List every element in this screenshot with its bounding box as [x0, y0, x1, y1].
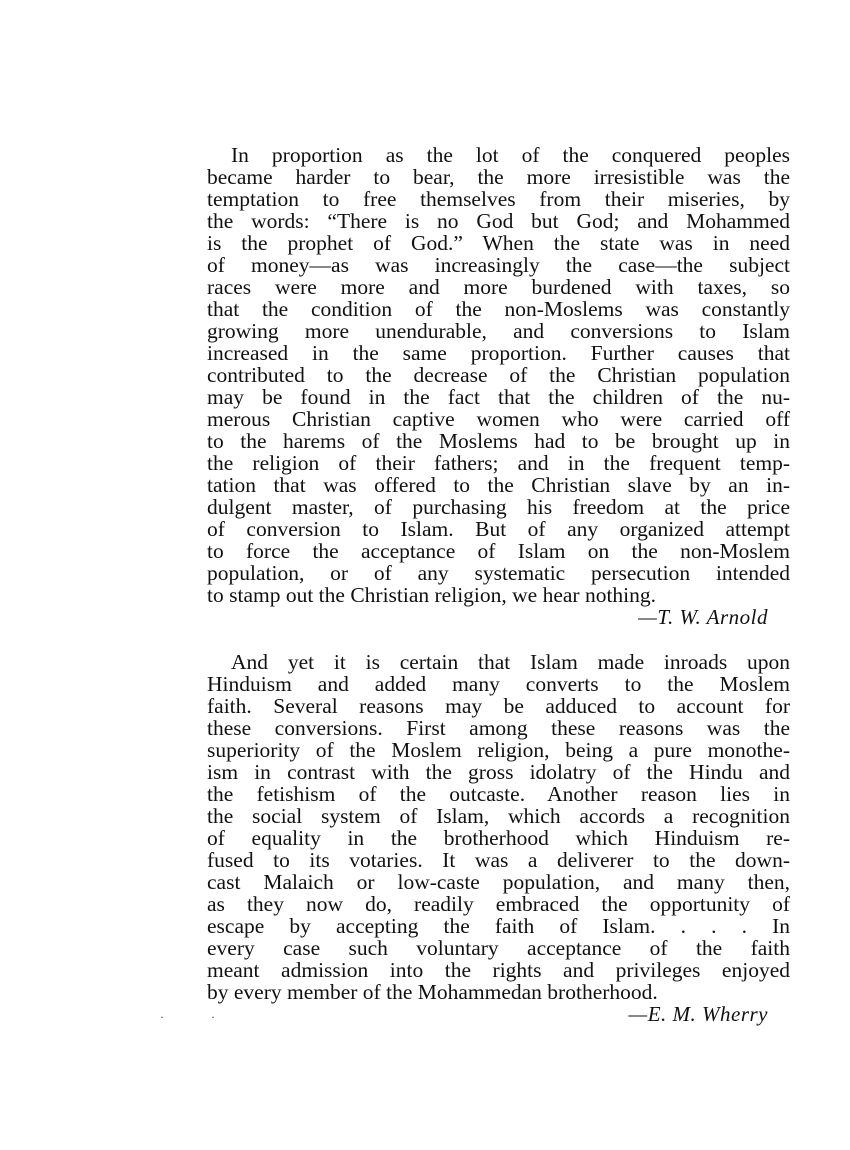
- passage-line: growing more unendurable, and conversions to Islam: [207, 319, 790, 343]
- passage-line: is the prophet of God.” When the state was in need: [207, 231, 790, 255]
- attribution-arnold: —T. W. Arnold: [638, 605, 768, 629]
- passage-line: meant admission into the rights and privileges enjoyed: [207, 958, 790, 982]
- passage-line: cast Malaich or low-caste population, and many then,: [207, 870, 790, 894]
- passage-wherry: [207, 651, 790, 1025]
- passage-line: dulgent master, of purchasing his freedom at the price: [207, 495, 790, 519]
- passage-line: to force the acceptance of Islam on the non-Moslem: [207, 539, 790, 563]
- passage-line: escape by accepting the faith of Islam. . . . In: [207, 914, 790, 938]
- passage-line: to the harems of the Moslems had to be brought up in: [207, 429, 790, 453]
- scan-specks: · ·: [160, 1010, 237, 1024]
- passage-line: And yet it is certain that Islam made inroads upon: [231, 650, 790, 674]
- passage-line: of conversion to Islam. But of any organized attempt: [207, 517, 790, 541]
- passage-arnold: [207, 144, 790, 628]
- passage-line: the words: “There is no God but God; and Mohammed: [207, 209, 790, 233]
- passage-line: that the condition of the non-Moslems was constantly: [207, 297, 790, 321]
- passage-line: every case such voluntary acceptance of the faith: [207, 936, 790, 960]
- passage-line: contributed to the decrease of the Christian population: [207, 363, 790, 387]
- passage-line: ism in contrast with the gross idolatry of the Hindu and: [207, 760, 790, 784]
- passage-line: the fetishism of the outcaste. Another reason lies in: [207, 782, 790, 806]
- passage-line: races were more and more burdened with taxes, so: [207, 275, 790, 299]
- passage-line: fused to its votaries. It was a deliverer to the down-: [207, 848, 790, 872]
- passage-line: increased in the same proportion. Further causes that: [207, 341, 790, 365]
- passage-line: In proportion as the lot of the conquered peoples: [231, 143, 790, 167]
- passage-line: superiority of the Moslem religion, being a pure monothe-: [207, 738, 790, 762]
- passage-line: merous Christian captive women who were carried off: [207, 407, 790, 431]
- passage-line: faith. Several reasons may be adduced to account for: [207, 694, 790, 718]
- passage-line: temptation to free themselves from their miseries, by: [207, 187, 790, 211]
- passage-line: Hinduism and added many converts to the Moslem: [207, 672, 790, 696]
- passage-line: the social system of Islam, which accords a recognition: [207, 804, 790, 828]
- attribution-wherry: —E. M. Wherry: [628, 1002, 768, 1026]
- passage-line: as they now do, readily embraced the opportunity of: [207, 892, 790, 916]
- passage-line: population, or of any systematic persecution intended: [207, 561, 790, 585]
- passage-line: of money—as was increasingly the case—the subject: [207, 253, 790, 277]
- passage-line: by every member of the Mohammedan brotherhood.: [207, 980, 658, 1004]
- passage-line: tation that was offered to the Christian slave by an in-: [207, 473, 790, 497]
- passage-line: of equality in the brotherhood which Hinduism re-: [207, 826, 790, 850]
- passage-line: may be found in the fact that the children of the nu-: [207, 385, 790, 409]
- passage-line: to stamp out the Christian religion, we hear nothing.: [207, 583, 657, 607]
- passage-line: these conversions. First among these reasons was the: [207, 716, 790, 740]
- passage-line: the religion of their fathers; and in the frequent temp-: [207, 451, 790, 475]
- passage-line: became harder to bear, the more irresistible was the: [207, 165, 790, 189]
